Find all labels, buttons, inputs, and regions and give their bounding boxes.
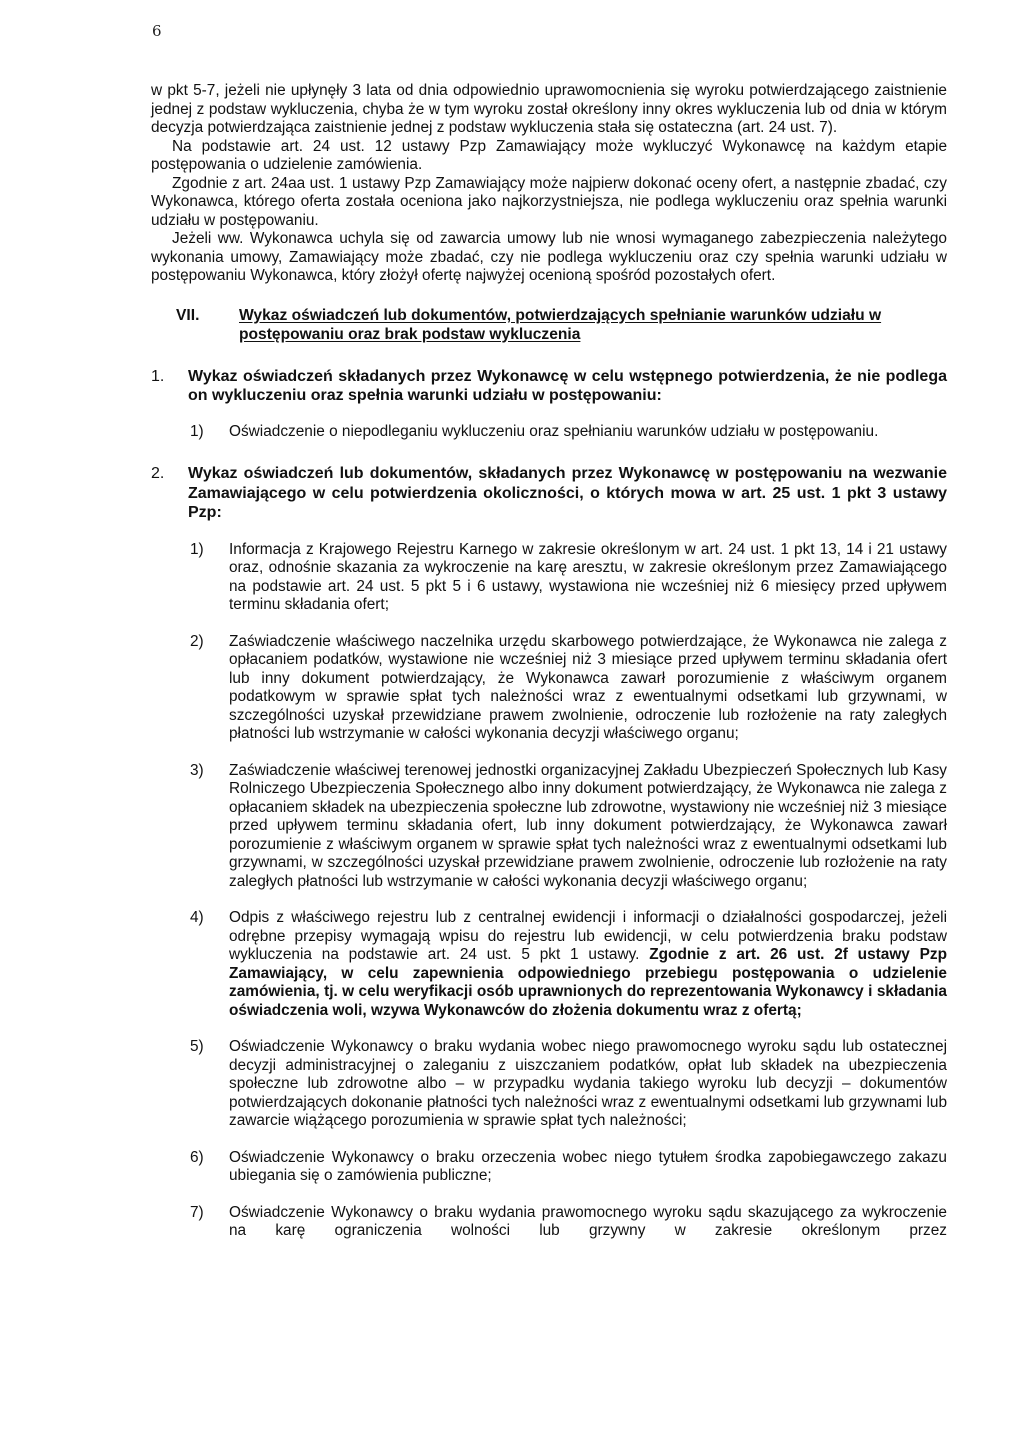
item-text: Oświadczenie Wykonawcy o braku orzeczenia wobec niego tytułem środka zapobiegawczego zakazu ubiegania się o zamówienia publiczne; <box>229 1148 947 1184</box>
item-text: Oświadczenie o niepodleganiu wykluczeniu oraz spełnianiu warunków udziału w postępowaniu. <box>229 422 879 440</box>
intro-paragraph-4: Jeżeli ww. Wykonawca uchyla się od zawarcia umowy lub nie wnosi wymaganego zabezpieczenia należytego wykonania umowy, Zamawiający może zbadać, czy nie podlega wykluczeniu oraz czy spełnia warunki udziału w postępowaniu Wykonawca, który złożył ofertę najwyżej ocenioną spośród pozostałych ofert. <box>151 230 947 284</box>
list1-heading <box>151 367 947 406</box>
list2-heading-text: Wykaz oświadczeń lub dokumentów, składanych przez Wykonawcę w postępowaniu na wezwanie Zamawiającego w celu potwierdzenia okoliczności, o których mowa w art. 25 ust. 1 pkt 3 ustawy Pzp: <box>188 465 947 521</box>
list1-item <box>151 423 947 442</box>
list2-item-2 <box>151 633 947 744</box>
intro-paragraph-1: w pkt 5-7, jeżeli nie upłynęły 3 lata od dnia odpowiednio uprawomocnienia się wyroku potwierdzającego zaistnienie jednej z podstaw wykluczenia, chyba że w tym wyroku został określony inny okres wykluczenia lub od dnia w którym decyzja potwierdzająca zaistnienie jednej z podstaw wykluczenia stała się ostateczna (art. 24 ust. 7). <box>151 82 947 136</box>
list2-number: 2. <box>151 465 165 482</box>
item-number: 7) <box>190 1203 204 1221</box>
item-bold-text: Zgodnie z art. 26 ust. 2f ustawy Pzp Zamawiający, w celu zapewnienia odpowiedniego przebiegu postępowania o udzielenie zamówienia, tj. w celu weryfikacji osób uprawnionych do reprezentowania Wykonawcy i składania oświadczenia woli, wzywa Wykonawców do złożenia dokumentu wraz z ofertą; <box>229 946 948 1019</box>
intro-paragraph-3: Zgodnie z art. 24aa ust. 1 ustawy Pzp Zamawiający może najpierw dokonać oceny ofert, a następnie zbadać, czy Wykonawca, którego oferta została oceniona jako najkorzystniejsza, nie podlega wykluczeniu oraz spełnia warunki udziału w postępowaniu. <box>151 174 947 229</box>
section-heading <box>176 306 947 344</box>
item-number: 3) <box>190 761 204 779</box>
list2-item-1 <box>151 541 947 615</box>
item-text: Odpis z właściwego rejestru lub z centralnej ewidencji i informacji o działalności gospodarczej, jeżeli odrębne przepisy wymagają wpisu do rejestru lub ewidencji, w celu potwierdzenia braku podstaw wykluczenia na podstawie art. 24 ust. 5 pkt 1 ustawy. <box>229 909 947 963</box>
list2-item-5 <box>151 1038 947 1131</box>
item-number: 5) <box>190 1038 204 1055</box>
list2-item-4 <box>151 909 947 1020</box>
item-text-wrapper <box>229 909 947 1020</box>
list1-number: 1. <box>151 367 165 385</box>
item-number: 1) <box>190 540 204 558</box>
list2-item-7 <box>151 1204 947 1241</box>
section-title: Wykaz oświadczeń lub dokumentów, potwierdzających spełnianie warunków udziału w postępowaniu oraz brak podstaw wykluczenia <box>239 306 882 343</box>
list2-item-3 <box>151 762 947 892</box>
item-number: 6) <box>190 1148 204 1166</box>
item-text: Zaświadczenie właściwego naczelnika urzędu skarbowego potwierdzające, że Wykonawca nie zalega z opłacaniem podatków, wystawione nie wcześniej niż 3 miesiące przed upływem terminu składania ofert lub inny dokument potwierdzający, że Wykonawca zawarł porozumienie z właściwym organem podatkowym w sprawie spłat tych należności wraz z ewentualnymi odsetkami lub grzywnami, w szczególności uzyskał przewidziane prawem zwolnienie, odroczenie lub rozłożenie na raty zaległych płatności lub wstrzymanie w całości wykonania decyzji właściwego organu; <box>229 632 947 742</box>
item-number: 2) <box>190 632 204 650</box>
item-text: Zaświadczenie właściwej terenowej jednostki organizacyjnej Zakładu Ubezpieczeń Społecznych lub Kasy Rolniczego Ubezpieczenia Społecznego albo inny dokument potwierdzający, że Wykonawca nie zalega z opłacaniem składek na ubezpieczenia społeczne lub zdrowotne, wystawiony nie wcześniej niż 3 miesiące przed upływem terminu składania ofert, lub inny dokument potwierdzający, że Wykonawca zawarł porozumienie z właściwym organem w sprawie spłat tych należności wraz z ewentualnymi odsetkami lub grzywnami, w szczególności uzyskał przewidziane prawem zwolnienie, odroczenie lub rozłożenie na raty zaległych płatności lub wstrzymanie w całości wykonania decyzji właściwego organu; <box>229 761 947 890</box>
list2-heading <box>151 464 947 523</box>
list1-heading-text: Wykaz oświadczeń składanych przez Wykonawcę w celu wstępnego potwierdzenia, że nie podlega on wykluczeniu oraz spełnia warunki udziału w postępowaniu: <box>188 367 947 404</box>
item-number: 4) <box>190 909 204 926</box>
page-content <box>151 82 947 1241</box>
section-number: VII. <box>176 306 200 324</box>
intro-paragraph-2: Na podstawie art. 24 ust. 12 ustawy Pzp Zamawiający może wykluczyć Wykonawcę na każdym etapie postępowania o udzielenie zamówienia. <box>151 137 947 173</box>
item-text: Oświadczenie Wykonawcy o braku wydania prawomocnego wyroku sądu skazującego za wykroczenie na karę ograniczenia wolności lub grzywny w zakresie określonym przez <box>229 1203 947 1239</box>
item-text: Oświadczenie Wykonawcy o braku wydania wobec niego prawomocnego wyroku sądu lub ostatecznej decyzji administracyjnej o zaleganiu z uiszczaniem podatków, opłat lub składek na ubezpieczenia społeczne lub zdrowotne albo – w przypadku wydania takiego wyroku lub decyzji – dokumentów potwierdzających dokonanie płatności tych należności wraz z ewentualnymi odsetkami lub grzywnami lub zawarcie wiążącego porozumienia w sprawie spłat tych należności; <box>229 1038 947 1129</box>
item-text: Informacja z Krajowego Rejestru Karnego w zakresie określonym w art. 24 ust. 1 pkt 13, 14 i 21 ustawy oraz, odnośnie skazania za wykroczenie na karę aresztu, w zakresie określonym przez Zamawiającego na podstawie art. 24 ust. 5 pkt 5 i 6 ustawy, wystawiona nie wcześniej niż 6 miesięcy przed upływem terminu składania ofert; <box>229 540 947 613</box>
list2-item-6 <box>151 1149 947 1186</box>
item-number: 1) <box>190 422 204 440</box>
page-number: 6 <box>152 22 162 40</box>
